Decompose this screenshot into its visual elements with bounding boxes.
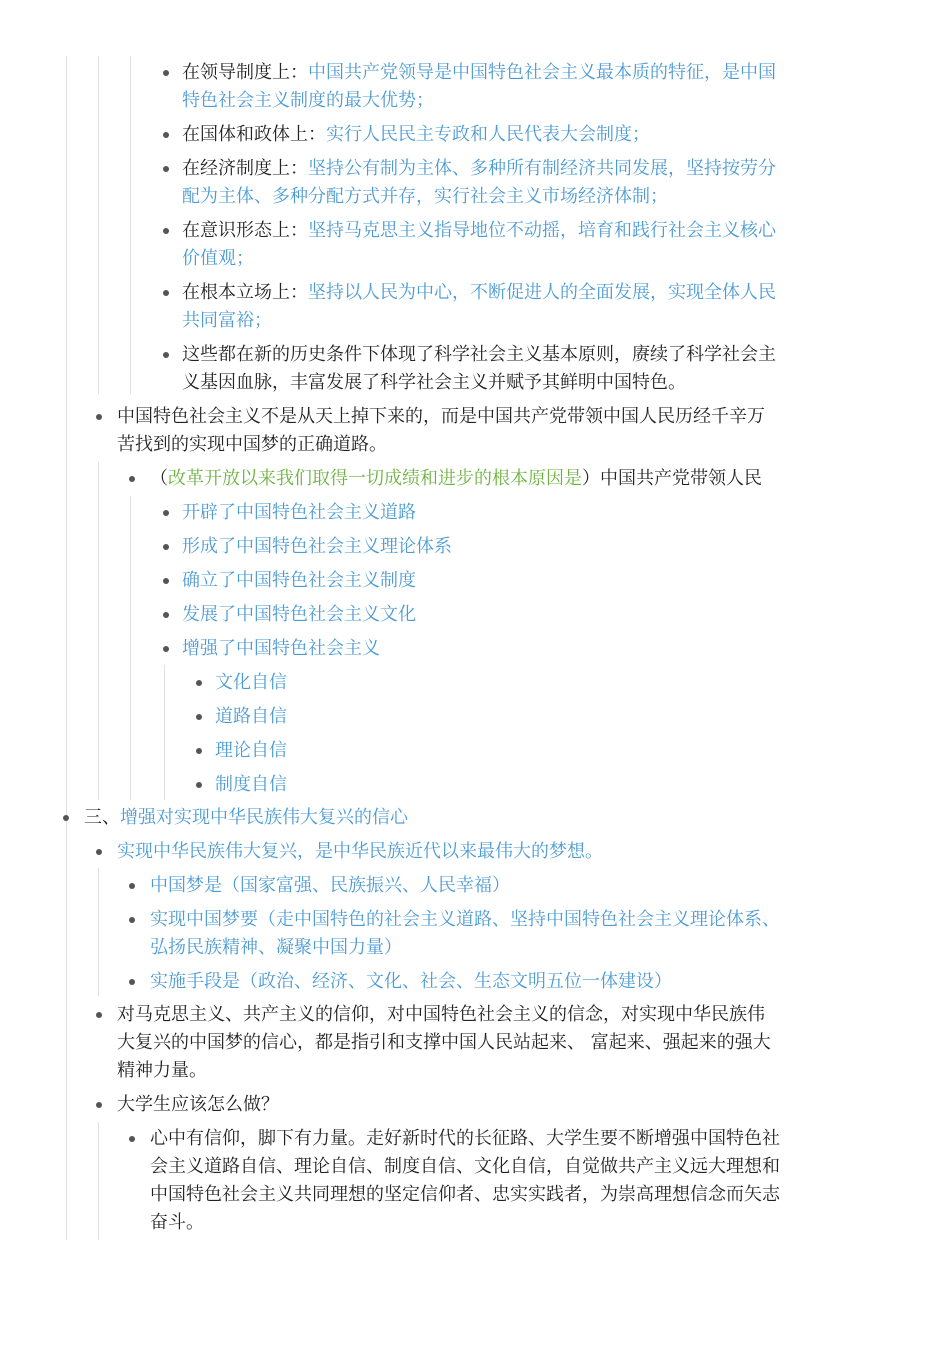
list-item-great-dream: 实现中华民族伟大复兴，是中华民族近代以来最伟大的梦想。 — [117, 841, 603, 862]
bullet-icon — [129, 1136, 135, 1142]
list-item-root-cause — [150, 465, 762, 493]
bullet-icon — [163, 578, 169, 584]
list-item-system: 确立了中国特色社会主义制度 — [182, 570, 416, 591]
list-item-culture: 发展了中国特色社会主义文化 — [182, 604, 416, 625]
item-highlight-cont: 特色社会主义制度的最大优势； — [182, 90, 434, 111]
item-prefix: 在国体和政体上： — [182, 124, 326, 145]
indent-guide — [98, 56, 99, 394]
bullet-icon — [163, 612, 169, 618]
bullet-icon — [129, 476, 135, 482]
indent-guide — [164, 665, 165, 800]
list-item-state-system — [182, 121, 650, 149]
item-text: 对马克思主义、共产主义的信仰，对中国特色社会主义的信念，对实现中华民族伟 — [117, 1004, 765, 1025]
bullet-icon — [163, 352, 169, 358]
list-item-theory-confidence: 理论自信 — [215, 740, 287, 761]
bullet-icon — [163, 544, 169, 550]
indent-guide — [130, 496, 131, 800]
item-prefix: 在领导制度上： — [182, 62, 308, 83]
section-heading-three — [84, 804, 408, 832]
bullet-icon — [196, 782, 202, 788]
item-highlight: 坚持马克思主义指导地位不动摇，培育和践行社会主义核心 — [308, 220, 776, 241]
item-text: 这些都在新的历史条件下体现了科学社会主义基本原则，赓续了科学社会主 — [182, 344, 776, 365]
item-highlight: 中国共产党领导是中国特色社会主义最本质的特征，是中国 — [308, 62, 776, 83]
bullet-icon — [129, 979, 135, 985]
item-open-paren: （ — [150, 468, 168, 489]
section-number: 三、 — [84, 807, 120, 828]
list-item-students-question — [117, 1091, 279, 1119]
list-item-beliefs — [117, 1001, 771, 1085]
list-item-system-confidence: 制度自信 — [215, 774, 287, 795]
list-item-china-dream: 中国梦是（国家富强、民族振兴、人民幸福） — [150, 875, 510, 896]
bullet-icon — [63, 815, 69, 821]
section-title: 增强对实现中华民族伟大复兴的信心 — [120, 807, 408, 828]
item-highlight: 坚持公有制为主体、多种所有制经济共同发展，坚持按劳分 — [308, 158, 776, 179]
item-highlight-cont: 共同富裕； — [182, 310, 272, 331]
item-prefix: 在意识形态上： — [182, 220, 308, 241]
list-item-correct-path — [117, 403, 765, 459]
bullet-icon — [163, 70, 169, 76]
bullet-icon — [163, 510, 169, 516]
indent-guide — [98, 1122, 99, 1240]
list-item-students-answer — [150, 1125, 780, 1237]
bullet-icon — [96, 1102, 102, 1108]
list-item-economic-system — [182, 155, 776, 211]
item-highlight: 实现中国梦要（走中国特色的社会主义道路、坚持中国特色社会主义理论体系、 — [150, 909, 780, 930]
list-item-culture-confidence: 文化自信 — [215, 672, 287, 693]
item-text-cont: 大复兴的中国梦的信心，都是指引和支撑中国人民站起来、 富起来、强起来的强大 — [117, 1032, 771, 1053]
list-item-means: 实施手段是（政治、经济、文化、社会、生态文明五位一体建设） — [150, 971, 672, 992]
bullet-icon — [196, 748, 202, 754]
bullet-icon — [196, 714, 202, 720]
item-highlight-cont: 弘扬民族精神、凝聚中国力量） — [150, 937, 402, 958]
bullet-icon — [196, 680, 202, 686]
list-item-realize-dream — [150, 906, 780, 962]
indent-guide — [130, 56, 131, 394]
bullet-icon — [96, 414, 102, 420]
bullet-icon — [129, 883, 135, 889]
bullet-icon — [163, 132, 169, 138]
item-text-cont: 义基因血脉，丰富发展了科学社会主义并赋予其鲜明中国特色。 — [182, 372, 686, 393]
item-prefix: 在经济制度上： — [182, 158, 308, 179]
bullet-icon — [163, 290, 169, 296]
item-text-cont: 苦找到的实现中国梦的正确道路。 — [117, 434, 387, 455]
bullet-icon — [163, 166, 169, 172]
list-item-summary — [182, 341, 776, 397]
bullet-icon — [163, 646, 169, 652]
bullet-icon — [96, 849, 102, 855]
list-item-fundamental-stance — [182, 279, 776, 335]
item-text-cont: 会主义道路自信、理论自信、制度自信、文化自信，自觉做共产主义远大理想和 — [150, 1156, 780, 1177]
item-text-cont: 精神力量。 — [117, 1060, 207, 1081]
item-highlight: 实行人民民主专政和人民代表大会制度； — [326, 124, 650, 145]
indent-guide — [66, 56, 67, 1240]
bullet-icon — [163, 228, 169, 234]
item-prefix: 在根本立场上： — [182, 282, 308, 303]
item-highlight: 坚持以人民为中心，不断促进人的全面发展，实现全体人民 — [308, 282, 776, 303]
item-highlight-cont: 价值观； — [182, 248, 254, 269]
list-item-ideology — [182, 217, 776, 273]
item-highlight-cont: 配为主体、多种分配方式并存，实行社会主义市场经济体制； — [182, 186, 668, 207]
list-item-strengthen: 增强了中国特色社会主义 — [182, 638, 380, 659]
list-item-theory: 形成了中国特色社会主义理论体系 — [182, 536, 452, 557]
item-text-cont: 奋斗。 — [150, 1212, 204, 1233]
item-text: 心中有信仰，脚下有力量。走好新时代的长征路、大学生要不断增强中国特色社 — [150, 1128, 780, 1149]
item-text: 中国特色社会主义不是从天上掉下来的，而是中国共产党带领中国人民历经千辛万 — [117, 406, 765, 427]
list-item-path-confidence: 道路自信 — [215, 706, 287, 727]
indent-guide — [98, 462, 99, 800]
indent-guide — [98, 868, 99, 996]
item-text-cont: 中国特色社会主义共同理想的坚定信仰者、忠实实践者，为崇高理想信念而矢志 — [150, 1184, 780, 1205]
list-item-leadership — [182, 59, 776, 115]
item-green-highlight: 改革开放以来我们取得一切成绩和进步的根本原因是 — [168, 468, 582, 489]
list-item-path: 开辟了中国特色社会主义道路 — [182, 502, 416, 523]
item-text: ）中国共产党带领人民 — [582, 468, 762, 489]
bullet-icon — [129, 917, 135, 923]
item-text: 大学生应该怎么做？ — [117, 1094, 279, 1115]
bullet-icon — [96, 1012, 102, 1018]
